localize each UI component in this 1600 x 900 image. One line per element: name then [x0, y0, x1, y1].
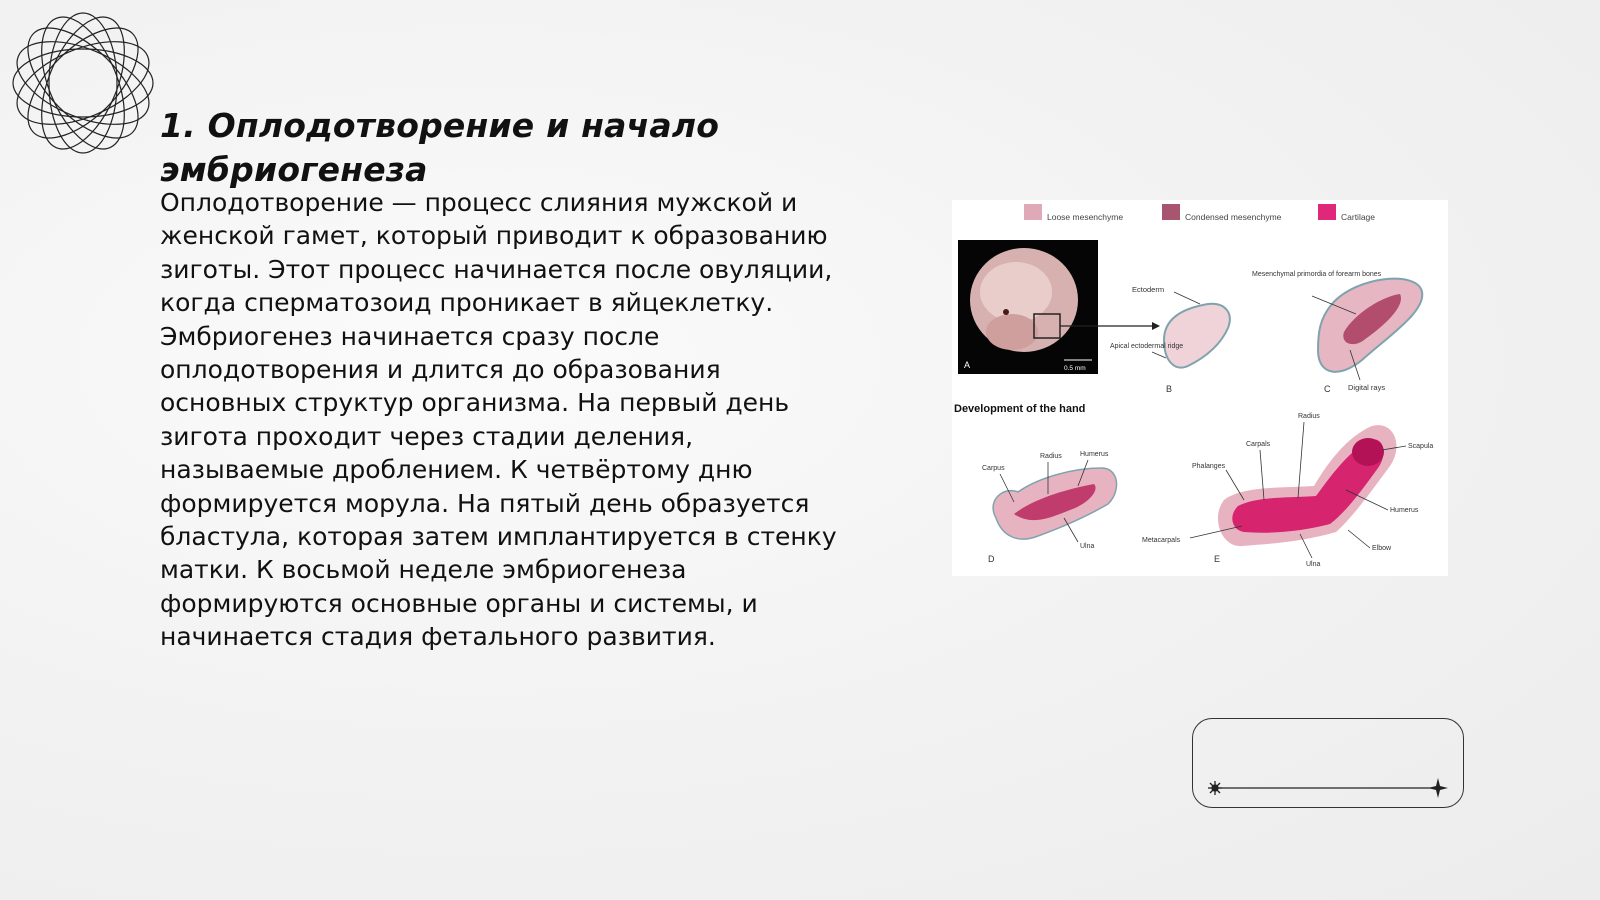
label-d-carpus: Carpus [982, 465, 1005, 472]
legend-swatch-condensed [1162, 204, 1180, 220]
slide-title: 1. Оплодотворение и начало эмбриогенеза [160, 106, 720, 189]
decorative-slider-frame [1192, 718, 1464, 808]
panel-letter-b: B [1166, 384, 1173, 394]
label-d-humerus: Humerus [1080, 451, 1109, 458]
limb-bud-b [1110, 285, 1230, 394]
label-ectoderm: Ectoderm [1132, 285, 1165, 294]
decorative-ring-icon [8, 8, 158, 158]
embryo-photo [958, 240, 1098, 374]
legend-label-condensed: Condensed mesenchyme [1185, 212, 1282, 222]
label-e-ulna: Ulna [1306, 561, 1321, 568]
panel-letter-a: A [964, 360, 971, 370]
label-d-radius: Radius [1040, 453, 1062, 460]
sparkle-icon [1428, 778, 1448, 798]
label-e-scapula: Scapula [1408, 443, 1434, 450]
panel-letter-d: D [988, 554, 995, 564]
sun-icon [1208, 781, 1222, 795]
label-e-carpals: Carpals [1246, 441, 1271, 448]
label-apical-ridge: Apical ectodermal ridge [1110, 343, 1184, 350]
limb-bud-c [1252, 271, 1422, 394]
slide-body-text: Оплодотворение — процесс слияния мужской и женской гамет, который приводит к образованию зиготы. Этот процесс начинается после овуляции, когда сперматозоид проникает в яйцеклетку. Эмбриогенез начинается сразу после оплодотворения и длится до образования основных структур организма. На первый день зигота проходит через стадии деления, называемые дроблением. К четвёртому дню формируется морула. На пятый день образуется бластула, которая затем имплантируется в стенку матки. К восьмой неделе эмбриогенеза формируются основные органы и системы, и начинается стадия фетального развития. [160, 188, 837, 652]
hand-stage-d [982, 451, 1117, 564]
label-mesenchymal-primordia: Mesenchymal primordia of forearm bones [1252, 271, 1382, 278]
figure-caption: Development of the hand [954, 403, 1086, 415]
label-e-humerus: Humerus [1390, 507, 1419, 514]
label-e-radius: Radius [1298, 413, 1320, 420]
label-d-ulna: Ulna [1080, 543, 1095, 550]
scale-bar-label: 0.5 mm [1064, 365, 1086, 372]
panel-letter-e: E [1214, 554, 1221, 564]
figure-legend [1024, 204, 1375, 222]
label-digital-rays: Digital rays [1348, 383, 1386, 392]
legend-label-loose: Loose mesenchyme [1047, 212, 1124, 222]
legend-label-cartilage: Cartilage [1341, 212, 1376, 222]
hand-stage-e [1142, 413, 1433, 568]
label-e-metacarpals: Metacarpals [1142, 537, 1181, 544]
hand-development-figure [952, 200, 1448, 576]
label-e-elbow: Elbow [1372, 545, 1392, 552]
label-e-phalanges: Phalanges [1192, 463, 1226, 470]
legend-swatch-cartilage [1318, 204, 1336, 220]
legend-swatch-loose [1024, 204, 1042, 220]
panel-letter-c: C [1324, 384, 1331, 394]
